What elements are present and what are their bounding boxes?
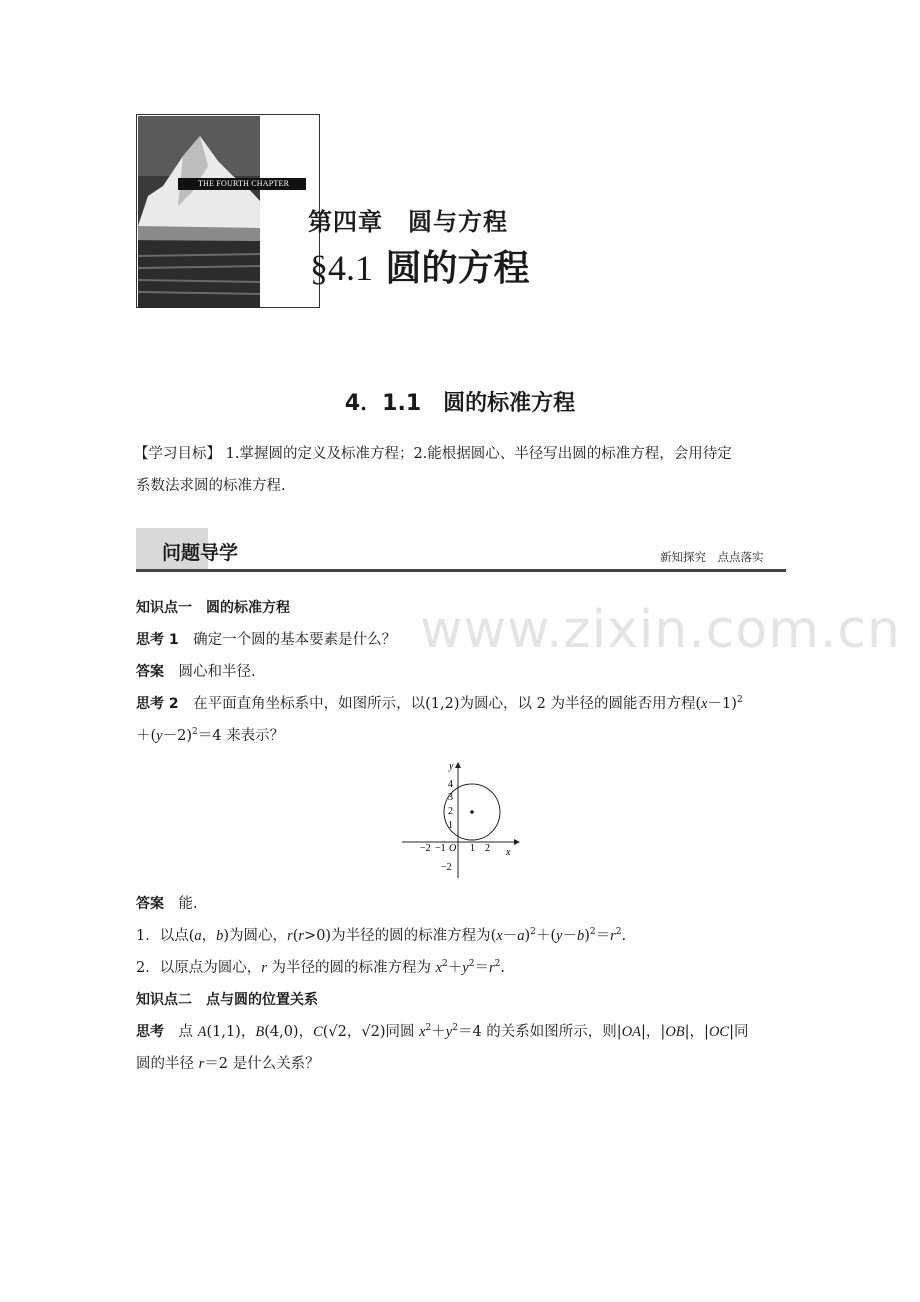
y-tick-1: 1 xyxy=(448,820,453,831)
band-title: 问题导学 xyxy=(162,542,239,564)
y-axis-arrow xyxy=(455,762,461,768)
chapter-band: THE FOURTH CHAPTER xyxy=(178,178,306,190)
objective-label: 【学习目标】 xyxy=(134,446,221,462)
y-label: y xyxy=(449,761,454,772)
section-title xyxy=(310,240,530,291)
watermark: www.zixin.com.cn xyxy=(420,600,901,660)
x-tick-neg1: −1 xyxy=(435,843,446,854)
fact-2: 2．以原点为圆心，r 为半径的圆的标准方程为 $x^2+y^2=r^2$. xyxy=(136,959,505,976)
chapter-title: 第四章 圆与方程 xyxy=(308,208,508,236)
objective-line-1: 【学习目标】 1.掌握圆的定义及标准方程；2.能根据圆心、半径写出圆的标准方程，会用待定 xyxy=(134,446,732,462)
band-subtitle: 新知探究 点点落实 xyxy=(660,550,764,564)
y-tick-4: 4 xyxy=(448,779,453,790)
x-label: x xyxy=(506,847,511,858)
iceberg-image-icon xyxy=(138,116,260,308)
kp1-heading: 知识点一 圆的标准方程 xyxy=(136,600,290,616)
y-tick-neg2: −2 xyxy=(441,862,452,873)
x-tick-2: 2 xyxy=(485,843,490,854)
kp1-question-2-cont: $+(y-2)^2=4$ 来表示？ xyxy=(136,727,285,744)
kp2-question-cont: 圆的半径 r＝2 是什么关系？ xyxy=(136,1056,320,1072)
section-name: 圆的方程 xyxy=(385,248,530,289)
section-number: §4.1 xyxy=(310,248,373,288)
band-rule xyxy=(136,569,786,572)
x-axis-arrow xyxy=(514,839,520,845)
iceberg-photo xyxy=(138,116,260,308)
kp1-answer-1: 答案 圆心和半径. xyxy=(136,664,256,680)
origin-label: O xyxy=(449,843,457,854)
kp2-heading: 知识点二 点与圆的位置关系 xyxy=(136,992,318,1008)
fact-1: 1．以点(a，b)为圆心，r(r>0)为半径的圆的标准方程为$(x-a)^2+(y-b)^2=r^2$. xyxy=(136,927,627,944)
kp1-answer-2: 答案 能. xyxy=(136,896,198,912)
kp2-question: 思考 点 A(1,1)，B(4,0)，C(√2，√2)同圆 $x^2+y^2=4$ 的关系如图所示，则|OA|，|OB|，|OC|同 xyxy=(136,1023,749,1040)
x-tick-neg2: −2 xyxy=(420,843,431,854)
y-tick-2: 2 xyxy=(448,806,453,817)
objective-line-2: 系数法求圆的标准方程. xyxy=(136,478,286,494)
kp1-question-1: 思考 1 确定一个圆的基本要素是什么？ xyxy=(136,632,397,648)
kp1-question-2: 思考 2 在平面直角坐标系中，如图所示，以(1,2)为圆心，以 2 为半径的圆能否用方程$(x-1)^2$ xyxy=(136,695,743,712)
circle-figure xyxy=(398,760,528,884)
subsection-title: 4．1.1 圆的标准方程 xyxy=(344,391,576,416)
circle-center xyxy=(470,810,474,814)
y-tick-3: 3 xyxy=(448,792,453,803)
x-tick-1: 1 xyxy=(470,843,475,854)
